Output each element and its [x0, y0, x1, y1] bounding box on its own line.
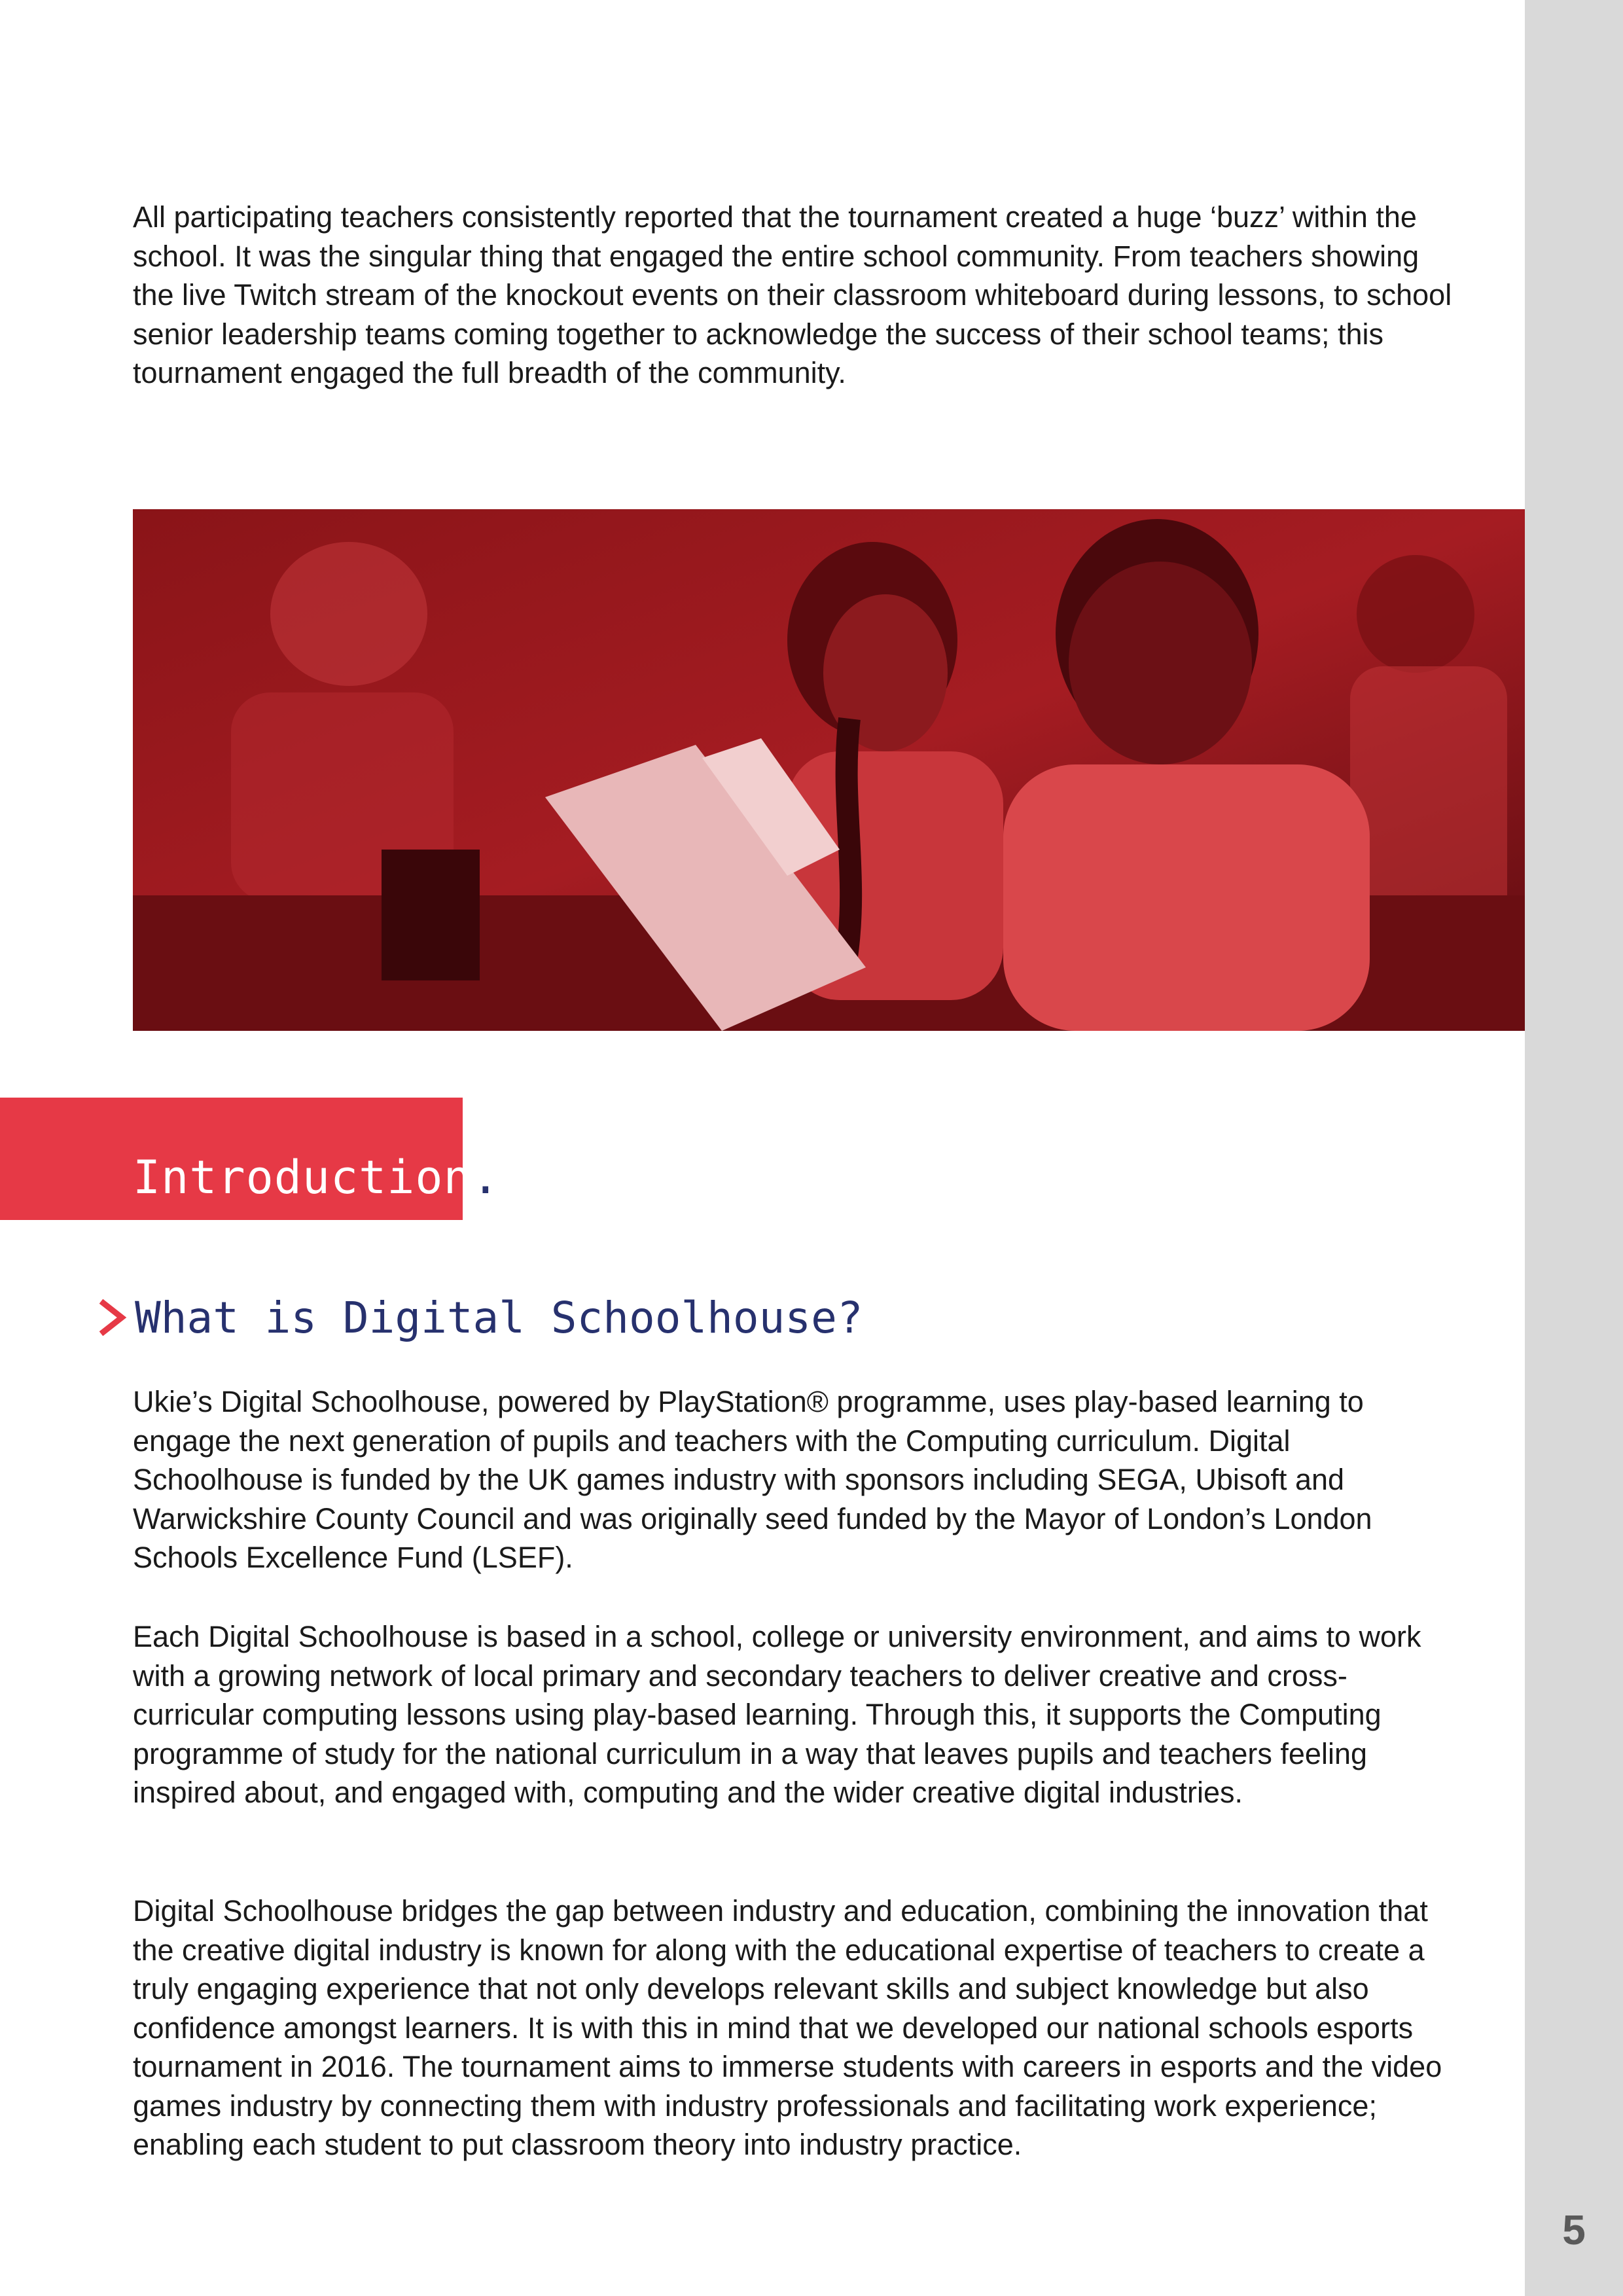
- subsection-heading: [97, 1288, 863, 1347]
- classroom-photo: [133, 509, 1525, 1031]
- body-paragraph: Ukie’s Digital Schoolhouse, powered by PlayStation® programme, uses play-based learning to engage the next generation of pupils and teachers with the Computing curriculum. Digital Schoolhouse is funded by the UK games industry with sponsors including SEGA, Ubisoft and Warwickshire County Council and was originally seed funded by the Mayor of London’s London Schools Excellence Fund (LSEF).: [133, 1385, 1372, 1574]
- body-paragraph: Digital Schoolhouse bridges the gap between industry and education, combining the innovation that the creative digital industry is known for along with the educational expertise of teachers to create a truly engaging experience that not only develops relevant skills and subject knowledge but also confidence amongst learners. It is with this in mind that we developed our national schools esports tournament in 2016. The tournament aims to immerse students with careers in esports and the video games industry by connecting them with industry professionals and facilitating work experience; enabling each student to put classroom theory into industry practice.: [133, 1894, 1442, 2161]
- classroom-photo-illustration: [133, 509, 1525, 1031]
- body-paragraph: Each Digital Schoolhouse is based in a school, college or university environment, and aims to work with a growing network of local primary and secondary teachers to deliver creative and cross-curricular computing lessons using play-based learning. Through this, it supports the Computing programme of study for the national curriculum in a way that leaves pupils and teachers feeling inspired about, and engaged with, computing and the wider creative digital industries.: [133, 1620, 1421, 1809]
- page-margin-sidebar: [1525, 0, 1623, 2296]
- intro-paragraph: All participating teachers consistently reported that the tournament created a huge ‘buzz’ within the school. It was the singular thing that engaged the entire school community. From teachers showing the live Twitch stream of the knockout events on their classroom whiteboard during lessons, to school senior leadership teams coming together to acknowledge the success of their school teams; this tournament engaged the full breadth of the community.: [133, 200, 1452, 389]
- section-title-text: Introduction: [133, 1151, 472, 1204]
- subsection-title: What is Digital Schoolhouse?: [135, 1292, 863, 1343]
- section-title-dot: .: [471, 1151, 500, 1204]
- section-title: [133, 1151, 500, 1204]
- chevron-right-icon: [97, 1299, 128, 1336]
- page-number: 5: [1562, 2206, 1586, 2253]
